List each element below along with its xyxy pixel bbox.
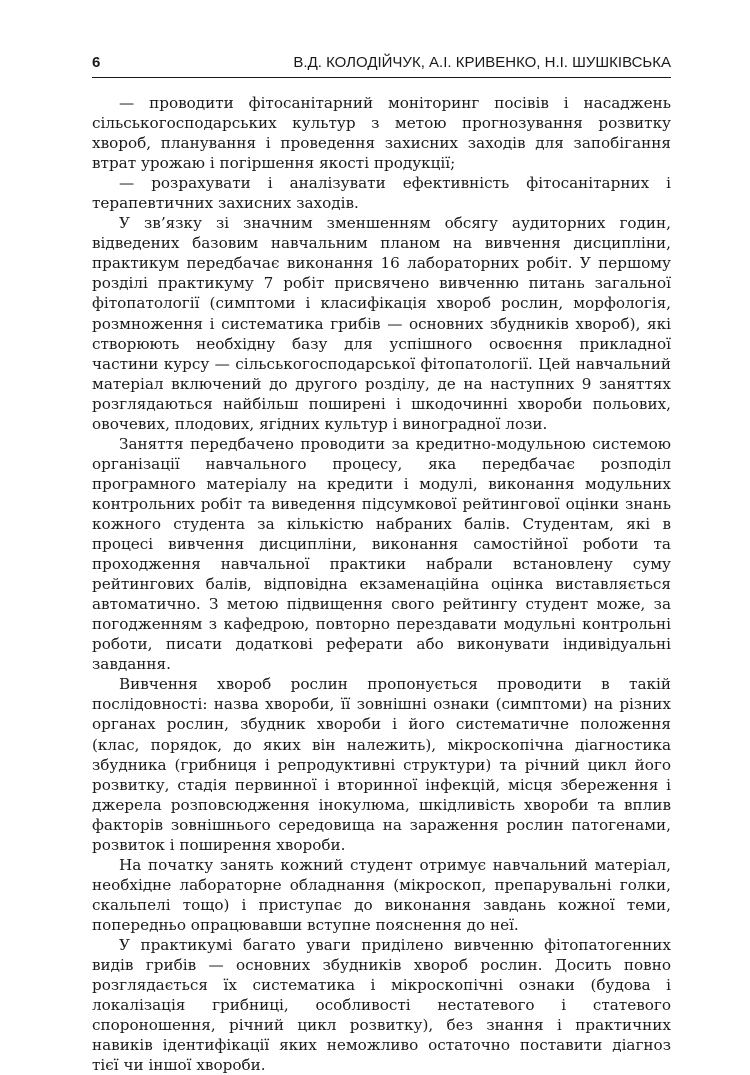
paragraph-credit-modular-system: Заняття передбачено проводити за кредитно-модульною системою організації навчального процесу, яка передбачає розподіл програмного матеріалу на кредити і модулі, виконання модульних контрольних робіт та виведення підсумкової рейтингової оцінки знань кожного студента за кількістю набраних балів. Студентам, які в процесі вивчення дисципліни, виконання самостійної роботи та проходження навчальної практики набрали встановлену суму рейтингових балів, відповідна екзаменаційна оцінка виставляється автоматично. З метою підвищення свого рейтингу студент може, за погодженням з кафедрою, повторно перездавати модульні контрольні роботи, писати додаткові реферати або виконувати індивідуальні завдання.: [92, 434, 671, 674]
paragraph-fungi-study: У практикумі багато уваги приділено вивченню фітопатогенних видів грибів — основних збудників хвороб рослин. Досить повно розглядається їх систематика і мікроскопічні ознаки (будова і локалізація грибниці, особливості нестатевого і статевого спороношення, річний цикл розвитку), без знання і практичних навиків ідентифікації яких неможливо остаточно поставити діагноз тієї чи іншої хвороби.: [92, 935, 671, 1075]
page-number: 6: [92, 54, 101, 71]
running-head-authors: В.Д. КОЛОДІЙЧУК, А.І. КРИВЕНКО, Н.І. ШУШКІВСЬКА: [293, 54, 671, 71]
paragraph-class-start: На початку занять кожний студент отримує навчальний матеріал, необхідне лабораторне обладнання (мікроскоп, препарувальні голки, скальпелі тощо) і приступає до виконання завдань кожної теми, попередньо опрацювавши вступне пояснення до неї.: [92, 855, 671, 934]
paragraph-efficiency: — розрахувати і аналізувати ефективність фітосанітарних і терапевтичних захисних заходів.: [92, 174, 671, 213]
header-rule: [92, 77, 671, 78]
body-text: [92, 93, 671, 1075]
paragraph-monitoring: — проводити фітосанітарний моніторинг посівів і насаджень сільськогосподарських культур з метою прогнозування розвитку хвороб, планування і проведення захисних заходів для запобігання втрат урожаю і погіршення якості продукції;: [92, 94, 671, 173]
paragraph-practicum-structure: У зв’язку зі значним зменшенням обсягу аудиторних годин, відведених базовим навчальним планом на вивчення дисципліни, практикум передбачає виконання 16 лабораторних робіт. У першому розділі практикуму 7 робіт присвячено вивченню питань загальної фітопатології (симптоми і класифікація хвороб рослин, морфологія, розмноження і систематика грибів — основних збудників хвороб), які створюють необхідну базу для успішного освоєння прикладної частини курсу — сільськогосподарської фітопатології. Цей навчальний матеріал включений до другого розділу, де на наступних 9 заняттях розглядаються найбільш поширені і шкодочинні хвороби польових, овочевих, плодових, ягідних культур і виноградної лози.: [92, 214, 671, 433]
paragraph-study-sequence: Вивчення хвороб рослин пропонується проводити в такій послідовності: назва хвороби, її зовнішні ознаки (симптоми) на різних органах рослин, збудник хвороби і його систематичне положення (клас, порядок, до яких він належить), мікроскопічна діагностика збудника (грибниця і репродуктивні структури) та річний цикл його розвитку, стадія первинної і вторинної інфекцій, місця збереження і джерела розповсюдження інокулюма, шкідливість хвороби та вплив факторів зовнішнього середовища на зараження рослин патогенами, розвиток і поширення хвороби.: [92, 675, 671, 854]
page-header: [92, 44, 671, 72]
